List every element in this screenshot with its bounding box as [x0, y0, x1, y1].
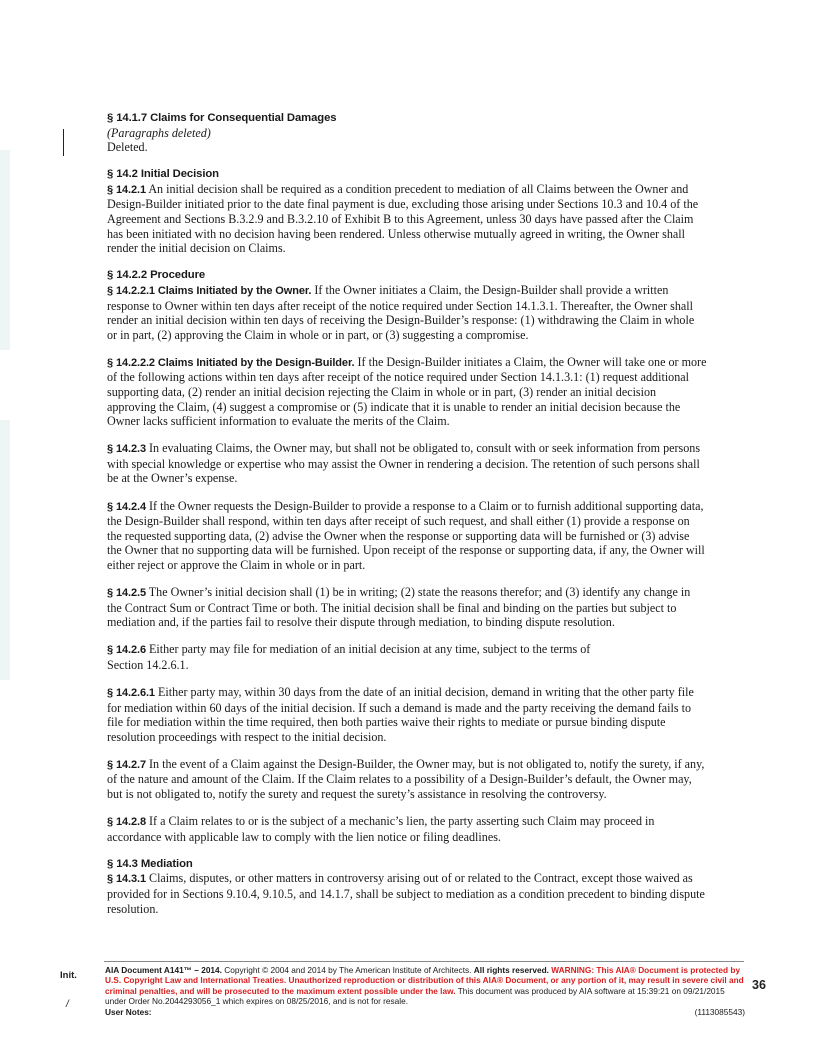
section-text: In evaluating Claims, the Owner may, but shall not be obligated to, consult with or seek information from persons with special knowledge or expertise who may assist the Owner in rendering a decision. The retention of such persons shall be at the Owner’s expense.	[107, 441, 701, 486]
section-heading: § 14.1.7 Claims for Consequential Damages	[107, 112, 337, 124]
section-ref: § 14.2.3	[107, 443, 146, 456]
initials-label: Init.	[60, 970, 77, 981]
doc-title: AIA Document A141™ – 2014.	[105, 965, 222, 975]
section-text: In the event of a Claim against the Design-Builder, the Owner may, but is not obligated to, notify the surety, if any, of the nature and amount of the Claim. If the Claim relates to a possibility of a Design-Builder’s default, the Owner may, but is not obligated to, notify the surety and request the surety’s assistance in resolving the controversy.	[107, 756, 705, 802]
footer-last-row	[105, 1007, 745, 1017]
section-text: If the Design-Builder initiates a Claim, the Owner will take one or more of the following actions within ten days after receipt of the notice required under Section 14.1.3.1: (1) request additional supporting data, (2) render an initial decision rejecting the Claim in whole or in part, (3) render an initial decision approving the Claim, (4) suggest a compromise or (5) indicate that it is unable to render an initial decision because the Owner lacks sufficient information to evaluate the merits of the Claim.	[107, 354, 707, 429]
section-ref: § 14.2.6	[107, 644, 146, 657]
copyright-text: Copyright © 2004 and 2014 by The American Institute of Architects.	[224, 965, 472, 975]
footer-divider	[104, 961, 744, 962]
section-14-3	[107, 857, 707, 916]
section-heading: § 14.2.2 Procedure	[107, 269, 206, 282]
doc-number: (1113085543)	[694, 1006, 745, 1017]
section-text: Either party may file for mediation of an initial decision at any time, subject to the terms of Section 14.2.6.1.	[107, 642, 591, 672]
section-14-2	[107, 167, 707, 256]
revision-bar	[63, 129, 64, 156]
section-14-2-3	[107, 441, 707, 486]
section-ref: § 14.2.1	[107, 183, 146, 196]
section-14-2-2	[107, 268, 707, 342]
section-14-2-4	[107, 499, 707, 573]
deleted-note: (Paragraphs deleted)	[107, 125, 211, 140]
section-14-2-7	[107, 757, 707, 802]
section-text: If the Owner requests the Design-Builder to provide a response to a Claim or to furnish additional supporting data, the Design-Builder shall respond, within ten days after receipt of such request, and shall either (1) provide a response on the requested supporting data, (2) advise the Owner when the response or supporting data will be furnished or (3) advise the Owner that no supporting data will be furnished. Upon receipt of the response or supporting data, if any, the Owner will either reject or approve the Claim in whole or in part.	[107, 498, 705, 572]
section-ref: § 14.2.2.2 Claims Initiated by the Design-Builder.	[107, 356, 355, 369]
document-body	[107, 111, 707, 916]
section-14-2-8	[107, 814, 707, 844]
section-14-2-5	[107, 585, 707, 630]
section-text: The Owner’s initial decision shall (1) be in writing; (2) state the reasons therefor; and (3) identify any change in the Contract Sum or Contract Time or both. The initial decision shall be final and binding on the parties but subject to mediation and, if the parties fail to resolve their dispute through mediation, to binding dispute resolution.	[107, 585, 691, 630]
scan-artifact	[0, 150, 10, 350]
section-ref: § 14.2.6.1	[107, 687, 155, 699]
produced-text: This document was produced by AIA software at 15:39:21 on 09/21/2015 under Order No.2044293056_1 which expires on 08/25/2016, and is not for resale.	[105, 985, 725, 1007]
section-ref: § 14.2.5	[107, 587, 146, 600]
deleted-text: Deleted.	[107, 140, 148, 155]
section-heading: § 14.3 Mediation	[107, 857, 193, 870]
footer-notice	[105, 965, 745, 1017]
section-text: An initial decision shall be required as a condition precedent to mediation of all Claims between the Owner and Design-Builder initiated prior to the date final payment is due, excluding those arising under Sections 10.3 and 10.4 of the Agreement and Sections B.3.2.9 and B.3.2.10 of Exhibit B to this Agreement, unless 30 days have passed after the Claim has been initiated with no decision having been rendered. Unless otherwise mutually agreed in writing, the Owner shall render the initial decision on Claims.	[107, 181, 699, 256]
scan-artifact	[0, 420, 10, 680]
section-ref: § 14.2.4	[107, 500, 146, 513]
section-text: Either party may, within 30 days from the date of an initial decision, demand in writing that the other party file for mediation within 60 days of the initial decision. If such a demand is made and the party receiving the demand fails to file for mediation within the time required, then both parties waive their rights to mediate or pursue binding dispute resolution proceedings with respect to the initial decision.	[107, 685, 694, 744]
section-14-2-2-2	[107, 355, 707, 429]
section-ref: § 14.2.7	[107, 758, 146, 771]
section-14-2-6	[107, 642, 707, 672]
section-ref: § 14.3.1	[107, 873, 146, 886]
section-text: If the Owner initiates a Claim, the Design-Builder shall provide a written response to Owner within ten days after receipt of the notice required under Section 14.1.3.1. Thereafter, the Owner shall render an initial decision within ten days of receiving the Design-Builder’s response: (1) withdrawing the Claim in whole or in part, (2) approving the Claim in whole or in part, or (3) suggesting a compromise.	[107, 282, 695, 342]
section-ref: § 14.2.8	[107, 816, 146, 829]
rights-text: All rights reserved.	[473, 965, 549, 975]
section-14-1-7	[107, 111, 707, 155]
user-notes-label: User Notes:	[105, 1006, 152, 1017]
section-ref: § 14.2.2.1 Claims Initiated by the Owner.	[107, 284, 312, 297]
page-number: 36	[752, 978, 766, 992]
initials-mark: /	[66, 999, 69, 1010]
warning-text: WARNING: This AIA® Document is protected by U.S. Copyright Law and International Treaties. Unauthorized reproduction or distribution of this AIA® Document, or any portion of it, may result in severe civil and criminal penalties, and will be prosecuted to the maximum extent possible under the law.	[105, 965, 744, 996]
section-text: Claims, disputes, or other matters in controversy arising out of or related to the Contract, except those waived as provided for in Sections 9.10.4, 9.10.5, and 14.1.7, shall be subject to mediation as a condition precedent to binding dispute resolution.	[107, 871, 705, 916]
section-text: If a Claim relates to or is the subject of a mechanic’s lien, the party asserting such Claim may proceed in accordance with applicable law to comply with the lien notice or filing deadlines.	[107, 814, 655, 844]
section-heading: § 14.2 Initial Decision	[107, 168, 219, 181]
section-14-2-6-1	[107, 685, 707, 744]
